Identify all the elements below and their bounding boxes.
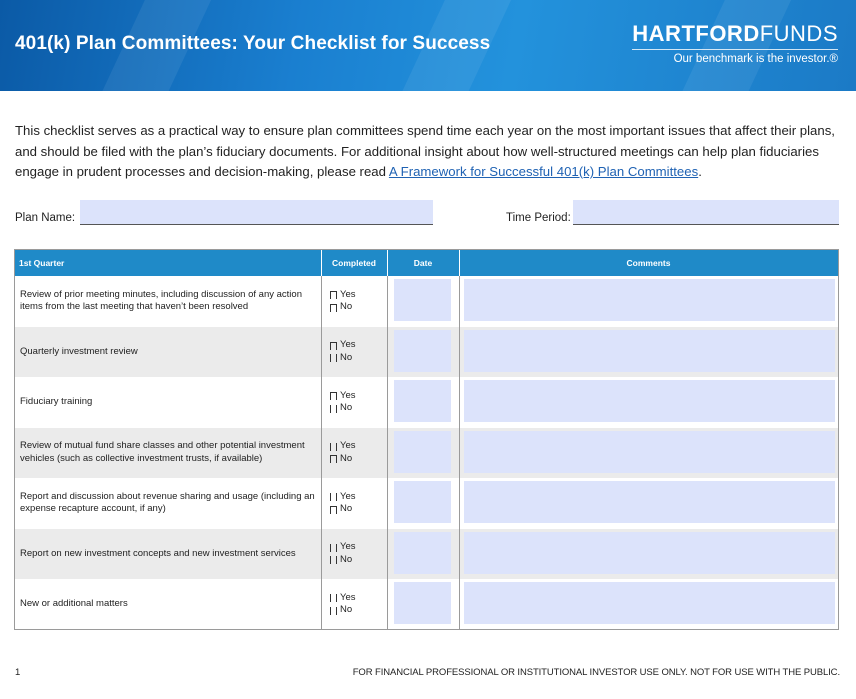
date-field[interactable] <box>394 431 451 473</box>
checkbox-icon[interactable] <box>330 493 337 501</box>
completed-options <box>330 276 356 327</box>
completed-options <box>330 579 356 630</box>
header-divider <box>387 250 388 276</box>
intro-text: This checklist serves as a practical way to ensure plan committees spend time each year on the most important issues that affect their plans, and should be filed with the plan’s fiduciary documents. For additional insight about how well-structured meetings can help plan fiduciaries engage in prudent processes and decision-making, please read <box>15 123 835 179</box>
table-row <box>15 529 838 580</box>
date-field[interactable] <box>394 532 451 574</box>
no-option[interactable]: No <box>330 604 356 617</box>
footer-disclaimer: FOR FINANCIAL PROFESSIONAL OR INSTITUTIONAL INVESTOR USE ONLY. NOT FOR USE WITH THE PUBLIC. <box>352 667 840 678</box>
brand-wordmark: HARTFORDFUNDS <box>632 21 838 46</box>
comments-field[interactable] <box>464 532 835 574</box>
plan-name-field[interactable] <box>80 200 433 225</box>
brand-logo <box>632 22 838 65</box>
checkbox-icon[interactable] <box>330 405 337 413</box>
intro-end: . <box>698 164 702 179</box>
comments-field[interactable] <box>464 582 835 624</box>
table-row <box>15 276 838 327</box>
completed-options <box>330 529 356 580</box>
no-option[interactable]: No <box>330 301 356 314</box>
checkbox-icon[interactable] <box>330 443 337 451</box>
yes-option[interactable]: Yes <box>330 390 356 403</box>
brand-tagline: Our benchmark is the investor.® <box>673 53 838 65</box>
yes-option[interactable]: Yes <box>330 491 356 504</box>
row-item-label: Review of prior meeting minutes, including discussion of any action items from the last meeting that haven’t been resolved <box>20 288 302 313</box>
column-divider <box>459 250 460 629</box>
checkbox-icon[interactable] <box>330 556 337 564</box>
header-divider <box>459 250 460 276</box>
table-row <box>15 327 838 378</box>
table-row <box>15 478 838 529</box>
table-row <box>15 377 838 428</box>
checkbox-icon[interactable] <box>330 607 337 615</box>
row-item-label: Report on new investment concepts and new investment services <box>20 547 296 559</box>
intro-paragraph <box>15 121 845 183</box>
date-field[interactable] <box>394 380 451 422</box>
checkbox-icon[interactable] <box>330 342 337 350</box>
date-field[interactable] <box>394 582 451 624</box>
yes-option[interactable]: Yes <box>330 592 356 605</box>
header-completed: Completed <box>332 258 376 268</box>
comments-field[interactable] <box>464 481 835 523</box>
comments-field[interactable] <box>464 431 835 473</box>
brand-divider <box>632 49 838 50</box>
completed-options <box>330 377 356 428</box>
checkbox-icon[interactable] <box>330 455 337 463</box>
yes-option[interactable]: Yes <box>330 339 356 352</box>
checkbox-icon[interactable] <box>330 544 337 552</box>
yes-option[interactable]: Yes <box>330 440 356 453</box>
table-row <box>15 579 838 630</box>
page-number: 1 <box>15 667 21 678</box>
no-option[interactable]: No <box>330 352 356 365</box>
checkbox-icon[interactable] <box>330 354 337 362</box>
column-divider <box>321 250 322 629</box>
row-item-label: New or additional matters <box>20 598 128 609</box>
time-period-field[interactable] <box>573 200 839 225</box>
checkbox-icon[interactable] <box>330 506 337 514</box>
checkbox-icon[interactable] <box>330 594 337 602</box>
plan-name-label: Plan Name: <box>15 212 76 224</box>
row-item-label: Quarterly investment review <box>20 345 138 357</box>
table-row <box>15 428 838 479</box>
checkbox-icon[interactable] <box>330 291 337 299</box>
comments-field[interactable] <box>464 330 835 372</box>
completed-options <box>330 327 356 378</box>
no-option[interactable]: No <box>330 402 356 415</box>
table-header <box>15 250 838 276</box>
yes-option[interactable]: Yes <box>330 289 356 302</box>
date-field[interactable] <box>394 279 451 321</box>
completed-options <box>330 428 356 479</box>
checklist-table <box>14 249 839 630</box>
comments-field[interactable] <box>464 279 835 321</box>
no-option[interactable]: No <box>330 503 356 516</box>
header-date: Date <box>413 258 433 268</box>
date-field[interactable] <box>394 330 451 372</box>
time-period-label: Time Period: <box>506 212 571 224</box>
header-divider <box>321 250 322 276</box>
header-banner <box>0 0 856 91</box>
header-quarter: 1st Quarter <box>19 258 65 268</box>
date-field[interactable] <box>394 481 451 523</box>
row-item-label: Review of mutual fund share classes and other potential investment vehicles (such as collective investment trusts, if available) <box>20 440 305 464</box>
header-comments: Comments <box>626 258 671 268</box>
checkbox-icon[interactable] <box>330 392 337 400</box>
page-title: 401(k) Plan Committees: Your Checklist for Success <box>15 33 491 54</box>
comments-field[interactable] <box>464 380 835 422</box>
row-item-label: Report and discussion about revenue sharing and usage (including an expense recapture account, if any) <box>20 490 315 515</box>
no-option[interactable]: No <box>330 554 356 567</box>
row-item-label: Fiduciary training <box>20 396 93 407</box>
no-option[interactable]: No <box>330 453 356 466</box>
checkbox-icon[interactable] <box>330 304 337 312</box>
column-divider <box>387 250 388 629</box>
framework-link[interactable]: A Framework for Successful 401(k) Plan Committees <box>388 164 699 179</box>
yes-option[interactable]: Yes <box>330 541 356 554</box>
completed-options <box>330 478 356 529</box>
